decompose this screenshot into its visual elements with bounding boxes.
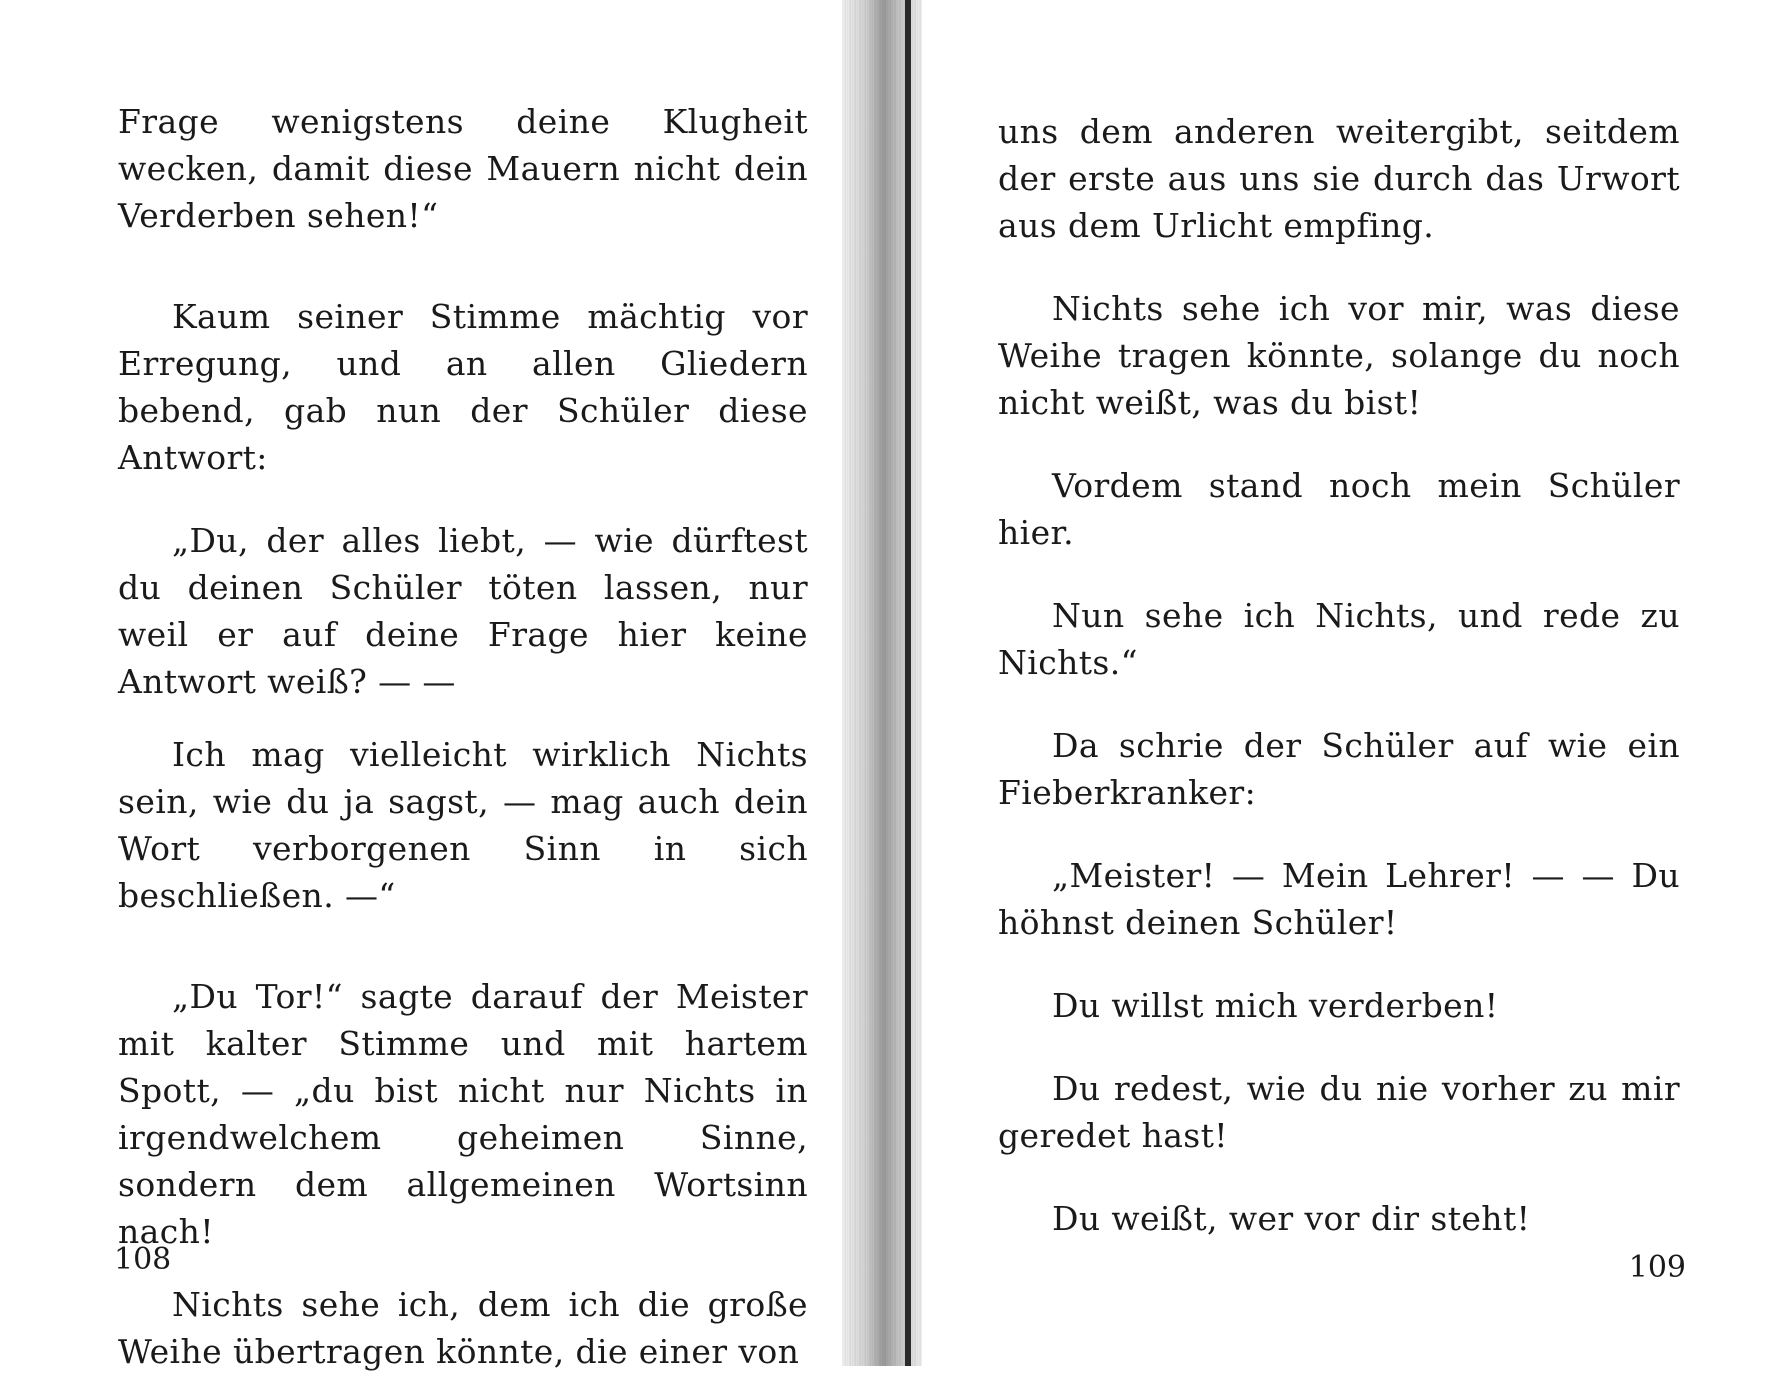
- paragraph: „Du, der alles liebt, — wie dürftest du deinen Schüler töten lassen, nur weil er auf deine Frage hier keine Antwort weiß? — —: [118, 521, 808, 701]
- page-number: 109: [1628, 1250, 1686, 1285]
- paragraph: Frage wenigstens deine Klugheit wecken, damit diese Mauern nicht dein Verderben sehen!“: [118, 102, 808, 235]
- paragraph: Ich mag vielleicht wirklich Nichts sein, wie du ja sagst, — mag auch dein Wort verborgenen Sinn in sich beschließen. —“: [118, 735, 808, 915]
- left-page-text: [118, 98, 808, 1375]
- gutter-shadow-line: [905, 0, 911, 1366]
- paragraph: Da schrie der Schüler auf wie ein Fieberkranker:: [998, 726, 1680, 812]
- paragraph: Nun sehe ich Nichts, und rede zu Nichts.“: [998, 596, 1680, 682]
- right-page: [912, 0, 1774, 1366]
- paragraph: „Du Tor!“ sagte darauf der Meister mit kalter Stimme und mit hartem Spott, — „du bist nicht nur Nichts in irgendwelchem geheimen Sinne, sondern dem allgemeinen Wortsinn nach!: [118, 977, 808, 1251]
- paragraph: uns dem anderen weitergibt, seitdem der erste aus uns sie durch das Urwort aus dem Urlicht empfing.: [998, 112, 1680, 245]
- paragraph: Du redest, wie du nie vorher zu mir geredet hast!: [998, 1069, 1680, 1155]
- paragraph: Vordem stand noch mein Schüler hier.: [998, 466, 1680, 552]
- left-page: [0, 0, 880, 1371]
- paragraph: Kaum seiner Stimme mächtig vor Erregung, und an allen Gliedern bebend, gab nun der Schüler diese Antwort:: [118, 297, 808, 477]
- paragraph: Du weißt, wer vor dir steht!: [1052, 1199, 1531, 1238]
- paragraph: „Meister! — Mein Lehrer! — — Du höhnst deinen Schüler!: [998, 856, 1680, 942]
- right-page-text: [998, 108, 1680, 1242]
- paragraph: Du willst mich verderben!: [1052, 986, 1499, 1025]
- page-number: 108: [114, 1242, 172, 1277]
- paragraph: Nichts sehe ich, dem ich die große Weihe übertragen könnte, die einer von: [118, 1285, 808, 1371]
- paragraph: Nichts sehe ich vor mir, was diese Weihe tragen könnte, solange du noch nicht weißt, was du bist!: [998, 289, 1680, 422]
